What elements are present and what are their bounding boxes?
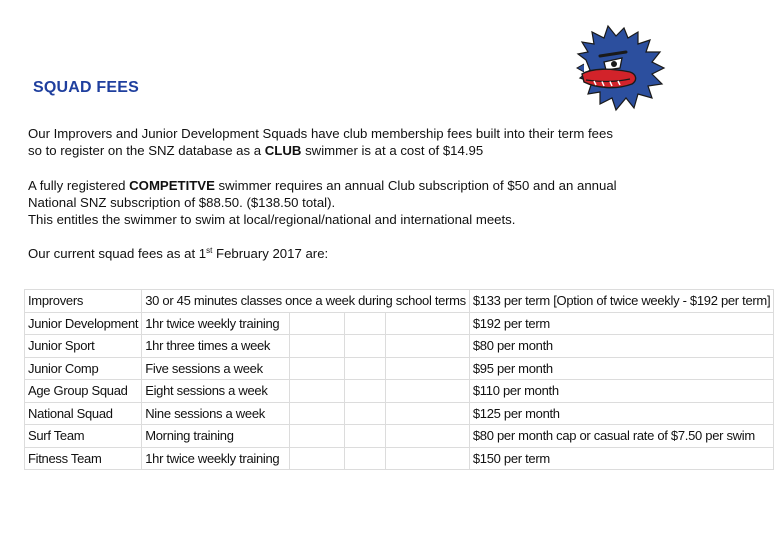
table-row [25, 402, 774, 425]
empty-cell [345, 447, 386, 470]
squad-name-cell: Fitness Team [25, 447, 142, 470]
fee-cell: $150 per term [469, 447, 773, 470]
competitive-line-1-text: A fully registered [28, 178, 130, 193]
schedule-cell: Nine sessions a week [142, 402, 290, 425]
club-keyword: CLUB [264, 143, 302, 158]
table-row [25, 335, 774, 358]
squad-name-cell: Surf Team [25, 425, 142, 448]
schedule-cell: Eight sessions a week [142, 380, 290, 403]
empty-cell [289, 402, 344, 425]
competitive-paragraph [28, 177, 617, 228]
table-row [25, 290, 774, 313]
competitive-line-3: This entitles the swimmer to swim at local/regional/national and international meets. [28, 212, 516, 227]
schedule-cell: 1hr twice weekly training [142, 312, 290, 335]
squad-fees-table-body [25, 290, 774, 470]
empty-cell [345, 402, 386, 425]
squad-name-cell: Junior Comp [25, 357, 142, 380]
squad-name-cell: Improvers [25, 290, 142, 313]
table-row [25, 380, 774, 403]
intro-line-2-text: so to register on the SNZ database as a [28, 143, 265, 158]
fee-cell: $125 per month [469, 402, 773, 425]
empty-cell [289, 357, 344, 380]
fee-cell: $133 per term [Option of twice weekly - $192 per term] [469, 290, 773, 313]
competitive-keyword: COMPETITVE [129, 178, 215, 193]
empty-cell [386, 447, 470, 470]
empty-cell [345, 425, 386, 448]
fee-cell: $192 per term [469, 312, 773, 335]
empty-cell [289, 425, 344, 448]
squad-name-cell: Age Group Squad [25, 380, 142, 403]
table-row [25, 357, 774, 380]
fee-cell: $80 per month cap or casual rate of $7.50 per swim [469, 425, 773, 448]
empty-cell [289, 335, 344, 358]
squad-name-cell: National Squad [25, 402, 142, 425]
squad-name-cell: Junior Sport [25, 335, 142, 358]
current-fees-date: February 2017 are: [212, 246, 329, 261]
schedule-cell: Morning training [142, 425, 290, 448]
squad-fees-table [24, 289, 774, 470]
empty-cell [289, 447, 344, 470]
intro-line-1: Our Improvers and Junior Development Squads have club membership fees built into their term fees [28, 126, 613, 141]
table-row [25, 425, 774, 448]
schedule-cell: 30 or 45 minutes classes once a week during school terms [142, 290, 470, 313]
empty-cell [345, 357, 386, 380]
intro-line-2 [28, 142, 613, 159]
schedule-cell: Five sessions a week [142, 357, 290, 380]
schedule-cell: 1hr three times a week [142, 335, 290, 358]
fee-cell: $110 per month [469, 380, 773, 403]
table-row [25, 447, 774, 470]
squad-name-cell: Junior Development [25, 312, 142, 335]
empty-cell [386, 425, 470, 448]
club-mascot-logo [576, 24, 666, 112]
empty-cell [386, 402, 470, 425]
empty-cell [289, 312, 344, 335]
current-fees-text: Our current squad fees as at 1 [28, 246, 207, 261]
empty-cell [289, 380, 344, 403]
intro-paragraph [28, 125, 613, 159]
fee-cell: $80 per month [469, 335, 773, 358]
fee-cell: $95 per month [469, 357, 773, 380]
table-row [25, 312, 774, 335]
date-ordinal: st [206, 246, 213, 255]
competitive-line-1-rest: swimmer requires an annual Club subscription of $50 and an annual [214, 178, 617, 193]
current-fees-intro [28, 245, 328, 262]
competitive-line-1 [28, 177, 617, 194]
competitive-line-2: National SNZ subscription of $88.50. ($138.50 total). [28, 195, 336, 210]
page-title: SQUAD FEES [33, 79, 140, 96]
empty-cell [345, 380, 386, 403]
mascot-beak [582, 69, 636, 87]
empty-cell [345, 335, 386, 358]
intro-line-2-cost: swimmer is at a cost of $14.95 [301, 143, 484, 158]
empty-cell [386, 335, 470, 358]
empty-cell [386, 312, 470, 335]
schedule-cell: 1hr twice weekly training [142, 447, 290, 470]
empty-cell [345, 312, 386, 335]
empty-cell [386, 380, 470, 403]
empty-cell [386, 357, 470, 380]
